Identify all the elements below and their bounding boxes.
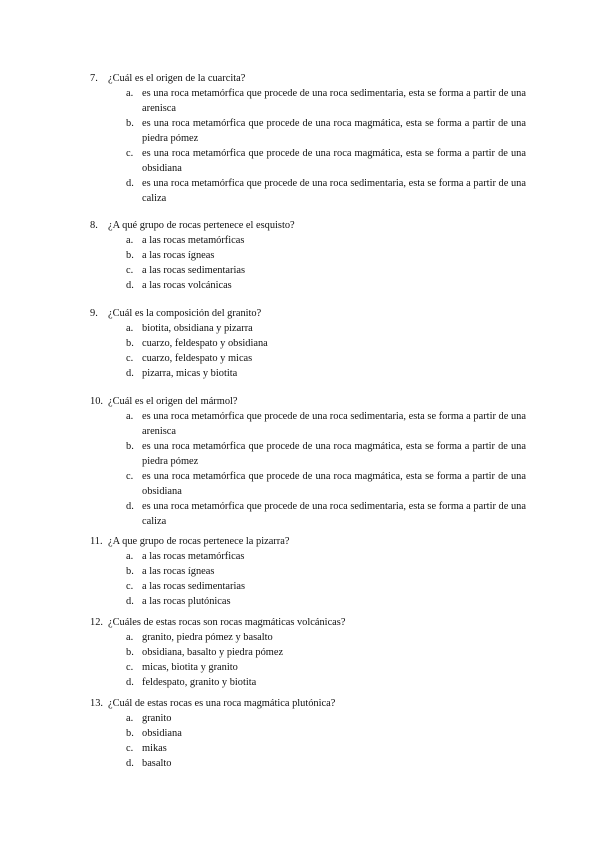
option-b: b. cuarzo, feldespato y obsidiana xyxy=(126,338,268,349)
question-11 xyxy=(90,534,530,609)
option-c: c. es una roca metamórfica que procede de una roca magmática, esta se forma a partir de una obsidiana xyxy=(126,148,526,174)
option-a: a. a las rocas metamórficas xyxy=(126,551,245,562)
option-c: c. cuarzo, feldespato y micas xyxy=(126,353,253,364)
option-c: c. a las rocas sedimentarias xyxy=(126,265,245,276)
question-number: 8. xyxy=(90,220,98,231)
question-text: ¿Cuál es el origen de la cuarcita? xyxy=(108,73,246,84)
option-d: d. pizarra, micas y biotita xyxy=(126,368,238,379)
option-a: a. granito, piedra pómez y basalto xyxy=(126,632,273,643)
option-b: b. obsidiana xyxy=(126,728,182,739)
question-8 xyxy=(90,218,530,293)
question-7 xyxy=(90,71,530,206)
option-d: d. es una roca metamórfica que procede de una roca sedimentaria, esta se forma a partir de una caliza xyxy=(126,501,526,527)
question-number: 11. xyxy=(90,536,103,547)
option-a: a. granito xyxy=(126,713,172,724)
question-number: 7. xyxy=(90,73,98,84)
option-a: a. a las rocas metamórficas xyxy=(126,235,245,246)
option-c: c. mikas xyxy=(126,743,167,754)
option-b: b. obsidiana, basalto y piedra pómez xyxy=(126,647,284,658)
question-number: 13. xyxy=(90,698,103,709)
question-text: ¿A que grupo de rocas pertenece la pizarra? xyxy=(108,536,290,547)
option-a: a. es una roca metamórfica que procede de una roca sedimentaria, esta se forma a partir de una arenisca xyxy=(126,88,526,114)
option-d: d. a las rocas volcánicas xyxy=(126,280,232,291)
option-c: c. es una roca metamórfica que procede de una roca magmática, esta se forma a partir de una obsidiana xyxy=(126,471,526,497)
option-d: d. a las rocas plutónicas xyxy=(126,596,231,607)
question-13 xyxy=(90,696,530,771)
option-c: c. micas, biotita y granito xyxy=(126,662,238,673)
option-a: a. es una roca metamórfica que procede de una roca sedimentaria, esta se forma a partir de una arenisca xyxy=(126,411,526,437)
option-d: d. basalto xyxy=(126,758,172,769)
question-9 xyxy=(90,306,530,381)
question-10 xyxy=(90,394,530,529)
question-text: ¿A qué grupo de rocas pertenece el esquisto? xyxy=(108,220,295,231)
question-number: 12. xyxy=(90,617,103,628)
option-b: b. es una roca metamórfica que procede de una roca magmática, esta se forma a partir de una piedra pómez xyxy=(126,441,526,467)
question-12 xyxy=(90,615,530,690)
question-number: 9. xyxy=(90,308,98,319)
question-text: ¿Cuáles de estas rocas son rocas magmáticas volcánicas? xyxy=(108,617,346,628)
question-text: ¿Cuál es la composición del granito? xyxy=(108,308,262,319)
option-b: b. a las rocas ígneas xyxy=(126,566,215,577)
option-d: d. es una roca metamórfica que procede de una roca sedimentaria, esta se forma a partir de una caliza xyxy=(126,178,526,204)
question-text: ¿Cuál de estas rocas es una roca magmática plutónica? xyxy=(108,698,336,709)
option-b: b. es una roca metamórfica que procede de una roca magmática, esta se forma a partir de una piedra pómez xyxy=(126,118,526,144)
option-d: d. feldespato, granito y biotita xyxy=(126,677,257,688)
option-c: c. a las rocas sedimentarias xyxy=(126,581,245,592)
option-a: a. biotita, obsidiana y pizarra xyxy=(126,323,253,334)
option-b: b. a las rocas ígneas xyxy=(126,250,215,261)
question-number: 10. xyxy=(90,396,103,407)
question-text: ¿Cuál es el origen del mármol? xyxy=(108,396,238,407)
